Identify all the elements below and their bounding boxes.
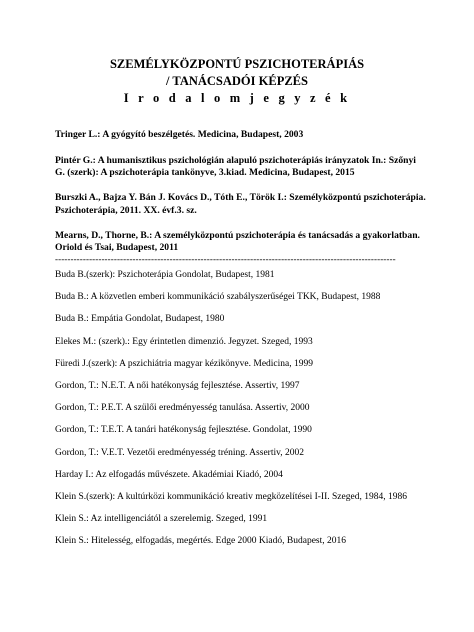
bibliography-item: Klein S.(szerk): A kultúrközi kommunikáció kreativ megközelítései I-II. Szeged, 1984, 1986 bbox=[55, 491, 407, 502]
bibliography-item: Klein S.: Hitelesség, elfogadás, megértés. Edge 2000 Kiadó, Budapest, 2016 bbox=[55, 536, 347, 547]
section-divider: -------------------------------------------------------------------------------------------------------------- bbox=[55, 254, 396, 264]
bibliography-item: Füredi J.(szerk): A pszichiátria magyar kézikönyve. Medicina, 1999 bbox=[55, 358, 314, 369]
bibliography-item: Harday I.: Az elfogadás művészete. Akadémiai Kiadó, 2004 bbox=[55, 469, 283, 480]
main-reference: Mearns, D., Thorne, B.: A személyközpontú pszichoterápia és tanácsadás a gyakorlatban. Oriold és Tsai, Budapest, 2011 bbox=[55, 230, 420, 254]
title-line-2: / TANÁCSADÓI KÉPZÉS bbox=[166, 74, 308, 88]
title-line-1: SZEMÉLYKÖZPONTÚ PSZICHOTERÁPIÁS bbox=[109, 57, 365, 71]
document-title bbox=[0, 56, 474, 107]
main-reference: Tringer L.: A gyógyító beszélgetés. Medicina, Budapest, 2003 bbox=[55, 129, 304, 140]
main-references bbox=[55, 129, 427, 268]
bibliography-item: Buda B.: A közvetlen emberi kommunikáció szabályszerűségei TKK, Budapest, 1988 bbox=[55, 292, 381, 303]
bibliography-item: Gordon, T.: V.E.T. Vezetői eredményesség tréning. Assertiv, 2002 bbox=[55, 447, 304, 458]
bibliography-item: Gordon, T.: P.E.T. A szülői eredményesség tanulása. Assertiv, 2000 bbox=[55, 403, 310, 414]
bibliography-item: Buda B.: Empátia Gondolat, Budapest, 1980 bbox=[55, 314, 225, 325]
bibliography-item: Elekes M.: (szerk).: Egy érintetlen dimenzió. Jegyzet. Szeged, 1993 bbox=[55, 336, 313, 347]
bibliography-item: Gordon, T.: N.E.T. A női hatékonyság fejlesztése. Assertiv, 1997 bbox=[55, 380, 300, 391]
bibliography-item: Klein S.: Az intelligenciától a szerelemig. Szeged, 1991 bbox=[55, 514, 268, 525]
bibliography-list bbox=[55, 269, 435, 557]
bibliography-item: Gordon, T.: T.E.T. A tanári hatékonyság fejlesztése. Gondolat, 1990 bbox=[55, 425, 312, 436]
bibliography-item: Buda B.(szerk): Pszichoterápia Gondolat, Budapest, 1981 bbox=[55, 270, 275, 280]
main-reference: Pintér G.: A humanisztikus pszichológián alapuló pszichoterápiás irányzatok In.: Szőnyi G. (szerk): A pszichoterápia tankönyve, 3.kiad. Medicina, Budapest, 2015 bbox=[55, 154, 416, 178]
main-reference: Burszki A., Bajza Y. Bán J. Kovács D., Tóth E., Török I.: Személyközpontú pszichoterápia. Pszichoterápia, 2011. XX. évf.3. sz. bbox=[55, 192, 426, 216]
title-line-3: I r o d a l o m j e g y z é k bbox=[123, 91, 351, 105]
